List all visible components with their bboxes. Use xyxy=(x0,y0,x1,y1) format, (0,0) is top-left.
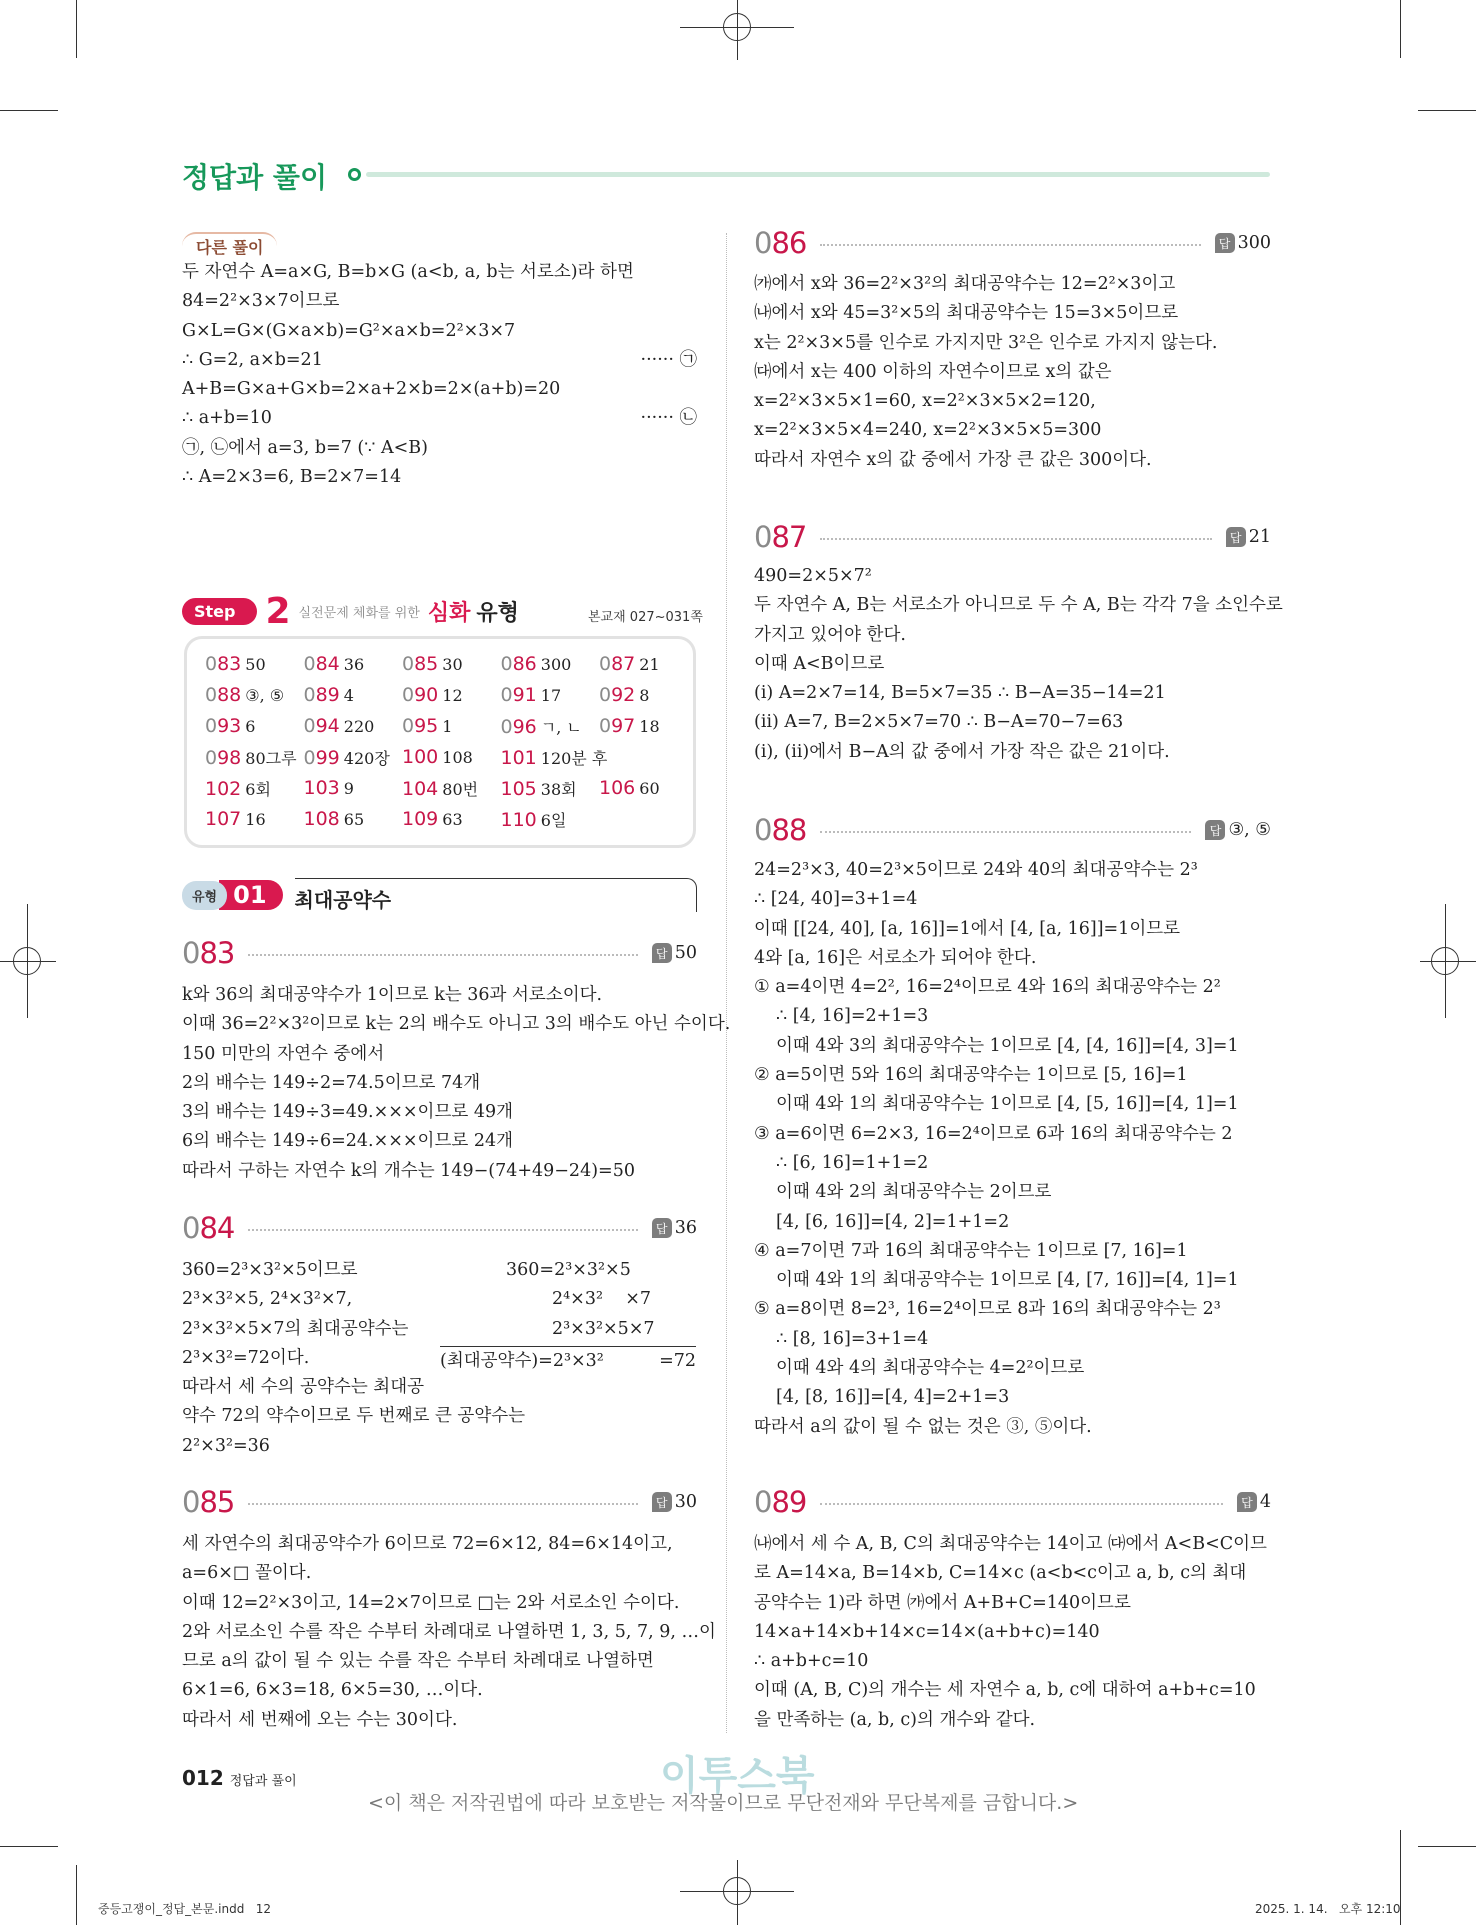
solution-line: ∴ a+b+c=10 xyxy=(754,1651,869,1672)
header-bullet-icon xyxy=(348,168,361,181)
solution-line: ∴ [8, 16]=3+1=4 xyxy=(776,1328,929,1349)
problem-solution xyxy=(754,856,1271,1442)
solution-line: a=6×□ 꼴이다. xyxy=(182,1563,312,1584)
answer-number xyxy=(402,653,438,675)
solution-line: (ⅰ) A=2×7=14, B=5×7=35 ∴ B−A=35−14=21 xyxy=(754,683,1166,704)
textbook-reference: 본교재 027~031쪽 xyxy=(588,610,703,625)
solution-line: 2와 서로소인 수를 작은 수부터 차례대로 나열하면 1, 3, 5, 7, 9, …이 xyxy=(182,1621,716,1642)
answer-value: 9 xyxy=(343,779,354,798)
answer-number-prefix: 0 xyxy=(500,684,513,706)
problem-number-prefix: 0 xyxy=(754,226,772,260)
page-number-value: 012 xyxy=(182,1766,224,1790)
solution-line: ㈏에서 x와 45=3²×5의 최대공약수는 15=3×5이므로 xyxy=(754,303,1179,324)
answer-value: 6회 xyxy=(245,780,271,799)
problem-number-prefix: 0 xyxy=(754,813,772,847)
solution-line: ⑤ a=8이면 8=2³, 16=2⁴이므로 8과 16의 최대공약수는 2³ xyxy=(754,1299,1221,1320)
answer-item xyxy=(304,653,403,684)
problem-answer: 300 xyxy=(1237,233,1271,253)
answer-value: 108 xyxy=(442,748,473,767)
answer-item xyxy=(205,808,304,839)
problem-header xyxy=(182,1210,697,1246)
answer-number xyxy=(304,684,340,706)
gcd-row: 360=2³×3²×5 xyxy=(506,1260,631,1280)
answer-number-prefix: 0 xyxy=(500,653,513,675)
problem-header xyxy=(754,1484,1271,1520)
crop-mark xyxy=(0,1846,58,1847)
answer-item xyxy=(501,715,600,746)
problem-number-rest: 88 xyxy=(771,813,807,847)
solution-line: ∴ [6, 16]=1+1=2 xyxy=(776,1152,929,1173)
answer-number: 105 xyxy=(500,778,537,800)
answer-value: 21 xyxy=(639,655,660,674)
answer-item xyxy=(402,684,501,715)
solution-line: 이때 A<B이므로 xyxy=(754,653,885,674)
solution-line: 이때 4와 2의 최대공약수는 2이므로 xyxy=(776,1182,1052,1203)
answer-number-rest: 84 xyxy=(315,653,340,675)
answer-number: 108 xyxy=(303,808,340,830)
answer-number xyxy=(501,684,537,706)
answer-number-prefix: 0 xyxy=(303,715,316,737)
crop-mark xyxy=(1400,0,1401,58)
answer-badge-icon: 답 xyxy=(1215,233,1235,253)
crop-mark xyxy=(1418,110,1476,111)
problem-number xyxy=(754,1485,806,1519)
answer-item xyxy=(402,777,501,808)
problem-number-rest: 85 xyxy=(199,1485,235,1519)
problem-number-prefix: 0 xyxy=(182,1211,200,1245)
answer-value: 120분 후 xyxy=(540,749,608,768)
solution-line: x는 2²×3×5를 인수로 가지지만 3²은 인수로 가지지 않는다. xyxy=(754,332,1218,353)
solution-line: 이때 (A, B, C)의 개수는 세 자연수 a, b, c에 대하여 a+b+c=10 xyxy=(754,1680,1256,1701)
solution-line: 6의 배수는 149÷6=24.×××이므로 24개 xyxy=(182,1131,514,1152)
answer-number: 104 xyxy=(402,778,439,800)
type-number: 01 xyxy=(219,880,282,910)
problem-number xyxy=(182,1211,234,1245)
answer-number-rest: 91 xyxy=(512,684,537,706)
page-section-label: 정답과 풀이 xyxy=(229,1774,297,1789)
step-subtitle: 실전문제 체화를 위한 xyxy=(298,605,420,621)
page-number xyxy=(182,1766,297,1790)
answer-value: ③, ⑤ xyxy=(245,686,285,705)
answer-number-rest: 92 xyxy=(611,684,636,706)
dotted-leader xyxy=(820,831,1191,833)
solution-line: 2²×3²=36 xyxy=(182,1435,270,1456)
solution-line: 세 자연수의 최대공약수가 6이므로 72=6×12, 84=6×14이고, xyxy=(182,1534,673,1554)
solution-line: 을 만족하는 (a, b, c)의 개수와 같다. xyxy=(754,1709,1036,1730)
problem-answer: 30 xyxy=(674,1492,697,1512)
solution-line: 4와 [a, 16]은 서로소가 되어야 한다. xyxy=(754,947,1037,968)
answer-value: 30 xyxy=(442,655,463,674)
answer-number xyxy=(205,747,241,769)
step-title-accent: 심화 xyxy=(427,600,471,626)
answer-item xyxy=(599,777,698,808)
answer-number-rest: 85 xyxy=(414,653,439,675)
answer-badge-icon: 답 xyxy=(652,1492,672,1512)
solution-line: x=2²×3×5×1=60, x=2²×3×5×2=120, xyxy=(754,391,1096,412)
answer-item xyxy=(304,746,403,777)
solution-line: ① a=4이면 4=2², 16=2⁴이므로 4와 16의 최대공약수는 2² xyxy=(754,977,1221,998)
problem-number-prefix: 0 xyxy=(754,1485,772,1519)
answer-summary-box xyxy=(184,636,696,848)
answer-number xyxy=(402,715,438,737)
step-number: 2 xyxy=(265,590,291,632)
registration-mark xyxy=(723,1877,751,1905)
answer-value: 8 xyxy=(639,686,650,705)
answer-number xyxy=(599,684,635,706)
solution-line: 이때 4와 3의 최대공약수는 1이므로 [4, [4, 16]]=[4, 3]=1 xyxy=(776,1035,1239,1056)
answer-item xyxy=(402,715,501,746)
answer-number xyxy=(205,684,241,706)
problem-number-rest: 86 xyxy=(771,226,807,260)
problem-number-prefix: 0 xyxy=(754,520,772,554)
answer-number-prefix: 0 xyxy=(205,653,218,675)
answer-item xyxy=(501,684,600,715)
step-title: 유형 xyxy=(476,600,519,626)
solution-line: [4, [8, 16]]=[4, 4]=2+1=3 xyxy=(776,1387,1010,1408)
column-divider xyxy=(726,233,727,1733)
answer-value: 16 xyxy=(245,810,266,829)
solution-line: 므로 a의 값이 될 수 있는 수를 작은 수부터 차례대로 나열하면 xyxy=(182,1651,654,1672)
gcd-result-value: =72 xyxy=(659,1350,696,1371)
solution-line: 약수 72의 약수이므로 두 번째로 큰 공약수는 xyxy=(182,1406,526,1427)
answer-number xyxy=(205,653,241,675)
dotted-leader xyxy=(248,1503,637,1505)
solution-line: 이때 36=2²×3²이므로 k는 2의 배수도 아니고 3의 배수도 아닌 수이다. xyxy=(182,1014,731,1035)
solution-line: x=2²×3×5×4=240, x=2²×3×5×5=300 xyxy=(754,420,1102,441)
problem-header xyxy=(182,1484,697,1520)
solution-line: 공약수는 1)라 하면 ㈎에서 A+B+C=140이므로 xyxy=(754,1592,1131,1613)
answer-item xyxy=(205,777,304,808)
problem-number-rest: 87 xyxy=(771,520,807,554)
solution-line: (ⅰ), (ⅱ)에서 B−A의 값 중에서 가장 작은 값은 21이다. xyxy=(754,741,1170,762)
answer-number xyxy=(304,715,340,737)
solution-line: 이때 [[24, 40], [a, 16]]=1에서 [4, [a, 16]]=1이므로 xyxy=(754,918,1181,939)
crop-mark xyxy=(76,1865,77,1925)
solution-line: 150 미만의 자연수 중에서 xyxy=(182,1043,385,1064)
answer-number: 100 xyxy=(402,746,439,768)
answer-value: 38회 xyxy=(540,780,577,799)
answer-number xyxy=(402,684,438,706)
date-slug: 2025. 1. 14. 오후 12:10 xyxy=(1255,1902,1401,1916)
solution-line: 490=2×5×7² xyxy=(754,566,872,586)
solution-line: ④ a=7이면 7과 16의 최대공약수는 1이므로 [7, 16]=1 xyxy=(754,1240,1188,1261)
answer-number-rest: 86 xyxy=(512,653,537,675)
answer-value: 17 xyxy=(540,686,562,705)
dotted-leader xyxy=(820,244,1200,246)
answer-number-rest: 88 xyxy=(217,684,242,706)
answer-number-prefix: 0 xyxy=(205,684,218,706)
answer-item xyxy=(402,746,501,777)
solution-line: 이때 4와 4의 최대공약수는 4=2²이므로 xyxy=(776,1358,1085,1379)
answer-value: 300 xyxy=(540,655,572,674)
header-rule xyxy=(366,172,1270,177)
answer-value: 420장 xyxy=(343,749,390,768)
step-badge: Step xyxy=(182,598,257,625)
answer-number: 107 xyxy=(205,808,242,830)
problem-number-prefix: 0 xyxy=(182,936,200,970)
solution-line: ∴ [4, 16]=2+1=3 xyxy=(776,1006,929,1027)
answer-number-prefix: 0 xyxy=(599,715,612,737)
answer-number xyxy=(501,716,537,738)
solution-line: (ⅱ) A=7, B=2×5×7=70 ∴ B−A=70−7=63 xyxy=(754,712,1124,733)
solution-line: ∴ [24, 40]=3+1=4 xyxy=(754,889,918,910)
answer-number-rest: 89 xyxy=(315,684,340,706)
answer-number-prefix: 0 xyxy=(402,684,415,706)
answer-number xyxy=(599,715,635,737)
solution-line: 따라서 자연수 x의 값 중에서 가장 큰 값은 300이다. xyxy=(754,449,1152,470)
answer-item xyxy=(599,684,698,715)
copyright-notice: <이 책은 저작권법에 따라 보호받는 저작물이므로 무단전재와 무단복제를 금합니다.> xyxy=(368,1792,1079,1814)
solution-line xyxy=(182,346,697,375)
answer-number-prefix: 0 xyxy=(205,715,218,737)
answer-number: 102 xyxy=(205,778,242,800)
answer-item xyxy=(205,684,304,715)
solution-line: ③ a=6이면 6=2×3, 16=2⁴이므로 6과 16의 최대공약수는 2 xyxy=(754,1123,1233,1144)
answer-number-prefix: 0 xyxy=(402,715,415,737)
dotted-leader xyxy=(820,538,1211,540)
equation-marker: ······ ㉡ xyxy=(640,408,697,429)
problem-number-rest: 89 xyxy=(771,1485,807,1519)
answer-value: 220 xyxy=(343,717,375,736)
answer-number: 103 xyxy=(303,777,340,799)
answer-item xyxy=(304,684,403,715)
answer-value: 6일 xyxy=(540,811,567,830)
answer-number xyxy=(599,653,635,675)
alt-solution-body xyxy=(182,258,697,492)
solution-line-text: ∴ a+b=10 xyxy=(182,408,272,429)
solution-line-text: ∴ G=2, a×b=21 xyxy=(182,349,323,370)
problem-header xyxy=(754,519,1271,555)
answer-item xyxy=(205,746,304,777)
problem-number xyxy=(754,520,806,554)
answer-badge-icon: 답 xyxy=(1205,820,1225,840)
gcd-result-row xyxy=(440,1346,696,1375)
problem-number xyxy=(182,936,234,970)
alt-solution-label: 다른 풀이 xyxy=(182,232,277,259)
solution-line: 이때 4와 1의 최대공약수는 1이므로 [4, [5, 16]]=[4, 1]=1 xyxy=(776,1094,1239,1115)
answer-number-rest: 94 xyxy=(315,715,340,737)
problem-solution xyxy=(182,981,731,1186)
answer-badge-icon: 답 xyxy=(1237,1492,1257,1512)
answer-badge-icon: 답 xyxy=(1226,527,1246,547)
solution-line: ㈐에서 x는 400 이하의 자연수이므로 x의 값은 xyxy=(754,361,1112,382)
answer-number: 110 xyxy=(500,809,537,831)
problem-header xyxy=(754,225,1271,261)
answer-value: 18 xyxy=(639,717,660,736)
answer-number xyxy=(205,715,241,737)
answer-value: 6 xyxy=(245,717,256,736)
solution-line: 24=2³×3, 40=2³×5이므로 24와 40의 최대공약수는 2³ xyxy=(754,860,1198,880)
crop-mark xyxy=(1418,1846,1476,1847)
solution-line: 2의 배수는 149÷2=74.5이므로 74개 xyxy=(182,1072,481,1093)
solution-line: ∴ A=2×3=6, B=2×7=14 xyxy=(182,467,402,488)
answer-number-rest: 98 xyxy=(217,747,242,769)
answer-number-rest: 83 xyxy=(217,653,242,675)
problem-answer: 21 xyxy=(1248,527,1271,547)
solution-line: 6×1=6, 6×3=18, 6×5=30, …이다. xyxy=(182,1680,483,1701)
answer-item xyxy=(501,653,600,684)
solution-line: A+B=G×a+G×b=2×a+2×b=2×(a+b)=20 xyxy=(182,379,561,400)
gcd-calculation-table xyxy=(440,1256,696,1375)
answer-item xyxy=(599,653,698,684)
answer-item xyxy=(205,653,304,684)
problem-solution xyxy=(754,1530,1271,1735)
problem-answer: ③, ⑤ xyxy=(1228,820,1271,840)
gcd-row: 2³×3²×5×7 xyxy=(552,1318,655,1339)
answer-number-rest: 93 xyxy=(217,715,242,737)
answer-badge-icon: 답 xyxy=(652,943,672,963)
answer-value: 80번 xyxy=(442,780,479,799)
solution-line: G×L=G×(G×a×b)=G²×a×b=2²×3×7 xyxy=(182,320,516,341)
answer-number-prefix: 0 xyxy=(599,653,612,675)
answer-number-rest: 99 xyxy=(315,747,340,769)
answer-number-prefix: 0 xyxy=(599,684,612,706)
solution-line: 로 A=14×a, B=14×b, C=14×c (a<b<c이고 a, b, c의 최대 xyxy=(754,1563,1247,1584)
answer-value: 36 xyxy=(343,655,365,674)
answer-number xyxy=(304,747,340,769)
dotted-leader xyxy=(248,954,637,956)
step-header xyxy=(182,590,519,632)
problem-answer: 50 xyxy=(674,943,697,963)
problem-answer: 36 xyxy=(674,1218,697,1238)
file-slug: 중등고쟁이_정답_본문.indd 12 xyxy=(98,1902,272,1916)
answer-item xyxy=(304,808,403,839)
answer-item xyxy=(205,715,304,746)
answer-value: 80그루 xyxy=(245,749,297,768)
answer-value: 50 xyxy=(245,655,266,674)
crop-mark xyxy=(0,110,58,111)
answer-badge-icon: 답 xyxy=(652,1218,672,1238)
crop-mark xyxy=(76,0,77,58)
answer-number-prefix: 0 xyxy=(303,653,316,675)
answer-item xyxy=(500,746,608,777)
solution-line: 14×a+14×b+14×c=14×(a+b+c)=140 xyxy=(754,1621,1100,1642)
problem-number xyxy=(754,226,806,260)
answer-number: 109 xyxy=(402,808,439,830)
solution-line: 360=2³×3²×5이므로 xyxy=(182,1260,358,1280)
problem-solution xyxy=(182,1530,716,1735)
problem-number-rest: 84 xyxy=(199,1211,235,1245)
solution-line: 이때 12=2²×3이고, 14=2×7이므로 □는 2와 서로소인 수이다. xyxy=(182,1592,680,1613)
solution-line: 3의 배수는 149÷3=49.×××이므로 49개 xyxy=(182,1102,514,1123)
gcd-row: 2⁴×3² ×7 xyxy=(552,1289,652,1310)
problem-solution xyxy=(754,270,1271,475)
dotted-leader xyxy=(248,1229,637,1231)
type-header xyxy=(182,878,697,912)
answer-number xyxy=(501,653,537,675)
answer-number-prefix: 0 xyxy=(402,653,415,675)
answer-value: 65 xyxy=(343,810,365,829)
solution-line: k와 36의 최대공약수가 1이므로 k는 36과 서로소이다. xyxy=(182,985,603,1005)
solution-line: 두 자연수 A, B는 서로소가 아니므로 두 수 A, B는 각각 7을 소인수로 xyxy=(754,595,1283,616)
problem-header xyxy=(182,935,697,971)
problem-header xyxy=(754,812,1271,848)
answer-item xyxy=(304,715,403,746)
answer-value: 4 xyxy=(343,686,354,705)
solution-line: [4, [6, 16]]=[4, 2]=1+1=2 xyxy=(776,1211,1010,1232)
answer-number: 101 xyxy=(500,747,537,769)
answer-number-rest: 90 xyxy=(414,684,439,706)
answer-number: 106 xyxy=(599,777,636,799)
answer-number-rest: 95 xyxy=(414,715,439,737)
solution-line xyxy=(182,404,697,433)
answer-item xyxy=(304,777,403,808)
publisher-watermark: 이투스북 xyxy=(660,1753,815,1799)
problem-number-prefix: 0 xyxy=(182,1485,200,1519)
solution-line: 이때 4와 1의 최대공약수는 1이므로 [4, [7, 16]]=[4, 1]=1 xyxy=(776,1270,1239,1291)
registration-mark xyxy=(13,947,41,975)
page-title: 정답과 풀이 xyxy=(182,161,327,194)
type-tag: 유형 xyxy=(182,881,227,910)
solution-line: 두 자연수 A=a×G, B=b×G (a<b, a, b는 서로소)라 하면 xyxy=(182,262,634,282)
registration-mark xyxy=(723,13,751,41)
answer-value: 1 xyxy=(442,717,453,736)
answer-item xyxy=(402,653,501,684)
answer-number-prefix: 0 xyxy=(205,747,218,769)
answer-value: 12 xyxy=(442,686,463,705)
answer-item xyxy=(599,746,698,777)
dotted-leader xyxy=(820,1503,1223,1505)
solution-line: 2³×3²×5, 2⁴×3²×7, xyxy=(182,1289,353,1310)
answer-item xyxy=(599,715,698,746)
answer-number-prefix: 0 xyxy=(500,716,513,738)
solution-line: ㈎에서 x와 36=2²×3²의 최대공약수는 12=2²×3이고 xyxy=(754,274,1176,294)
problem-answer: 4 xyxy=(1259,1492,1271,1512)
problem-number xyxy=(754,813,806,847)
registration-mark xyxy=(1431,947,1459,975)
answer-number xyxy=(304,653,340,675)
answer-number-rest: 97 xyxy=(611,715,636,737)
gcd-result-label: (최대공약수)=2³×3² xyxy=(440,1350,604,1371)
solution-line: 2³×3²×5×7의 최대공약수는 xyxy=(182,1318,409,1339)
answer-number-rest: 87 xyxy=(611,653,636,675)
problem-solution xyxy=(754,562,1283,767)
answer-item xyxy=(501,777,600,808)
answer-number-prefix: 0 xyxy=(303,684,316,706)
solution-line: 2³×3²=72이다. xyxy=(182,1347,310,1368)
solution-line: 84=2²×3×7이므로 xyxy=(182,291,340,312)
problem-number-rest: 83 xyxy=(199,936,235,970)
answer-item xyxy=(501,808,600,839)
answer-value: ㄱ, ㄴ xyxy=(540,718,582,737)
answer-value: 60 xyxy=(639,779,660,798)
type-title: 최대공약수 xyxy=(295,878,697,912)
equation-marker: ······ ㉠ xyxy=(640,349,697,370)
solution-line: 따라서 세 번째에 오는 수는 30이다. xyxy=(182,1709,458,1730)
answer-number-rest: 96 xyxy=(512,716,537,738)
answer-item xyxy=(402,808,501,839)
solution-line: 가지고 있어야 한다. xyxy=(754,624,906,645)
answer-value: 63 xyxy=(442,810,463,829)
solution-line: 따라서 구하는 자연수 k의 개수는 149−(74+49−24)=50 xyxy=(182,1160,635,1181)
solution-line: ㉠, ㉡에서 a=3, b=7 (∵ A<B) xyxy=(182,437,428,458)
solution-line: ㈏에서 세 수 A, B, C의 최대공약수는 14이고 ㈐에서 A<B<C이므 xyxy=(754,1534,1267,1554)
answer-number-prefix: 0 xyxy=(303,747,316,769)
solution-line: 따라서 a의 값이 될 수 없는 것은 ③, ⑤이다. xyxy=(754,1416,1092,1437)
solution-line: ② a=5이면 5와 16의 최대공약수는 1이므로 [5, 16]=1 xyxy=(754,1065,1188,1086)
solution-line: 따라서 세 수의 공약수는 최대공 xyxy=(182,1377,425,1398)
problem-number xyxy=(182,1485,234,1519)
